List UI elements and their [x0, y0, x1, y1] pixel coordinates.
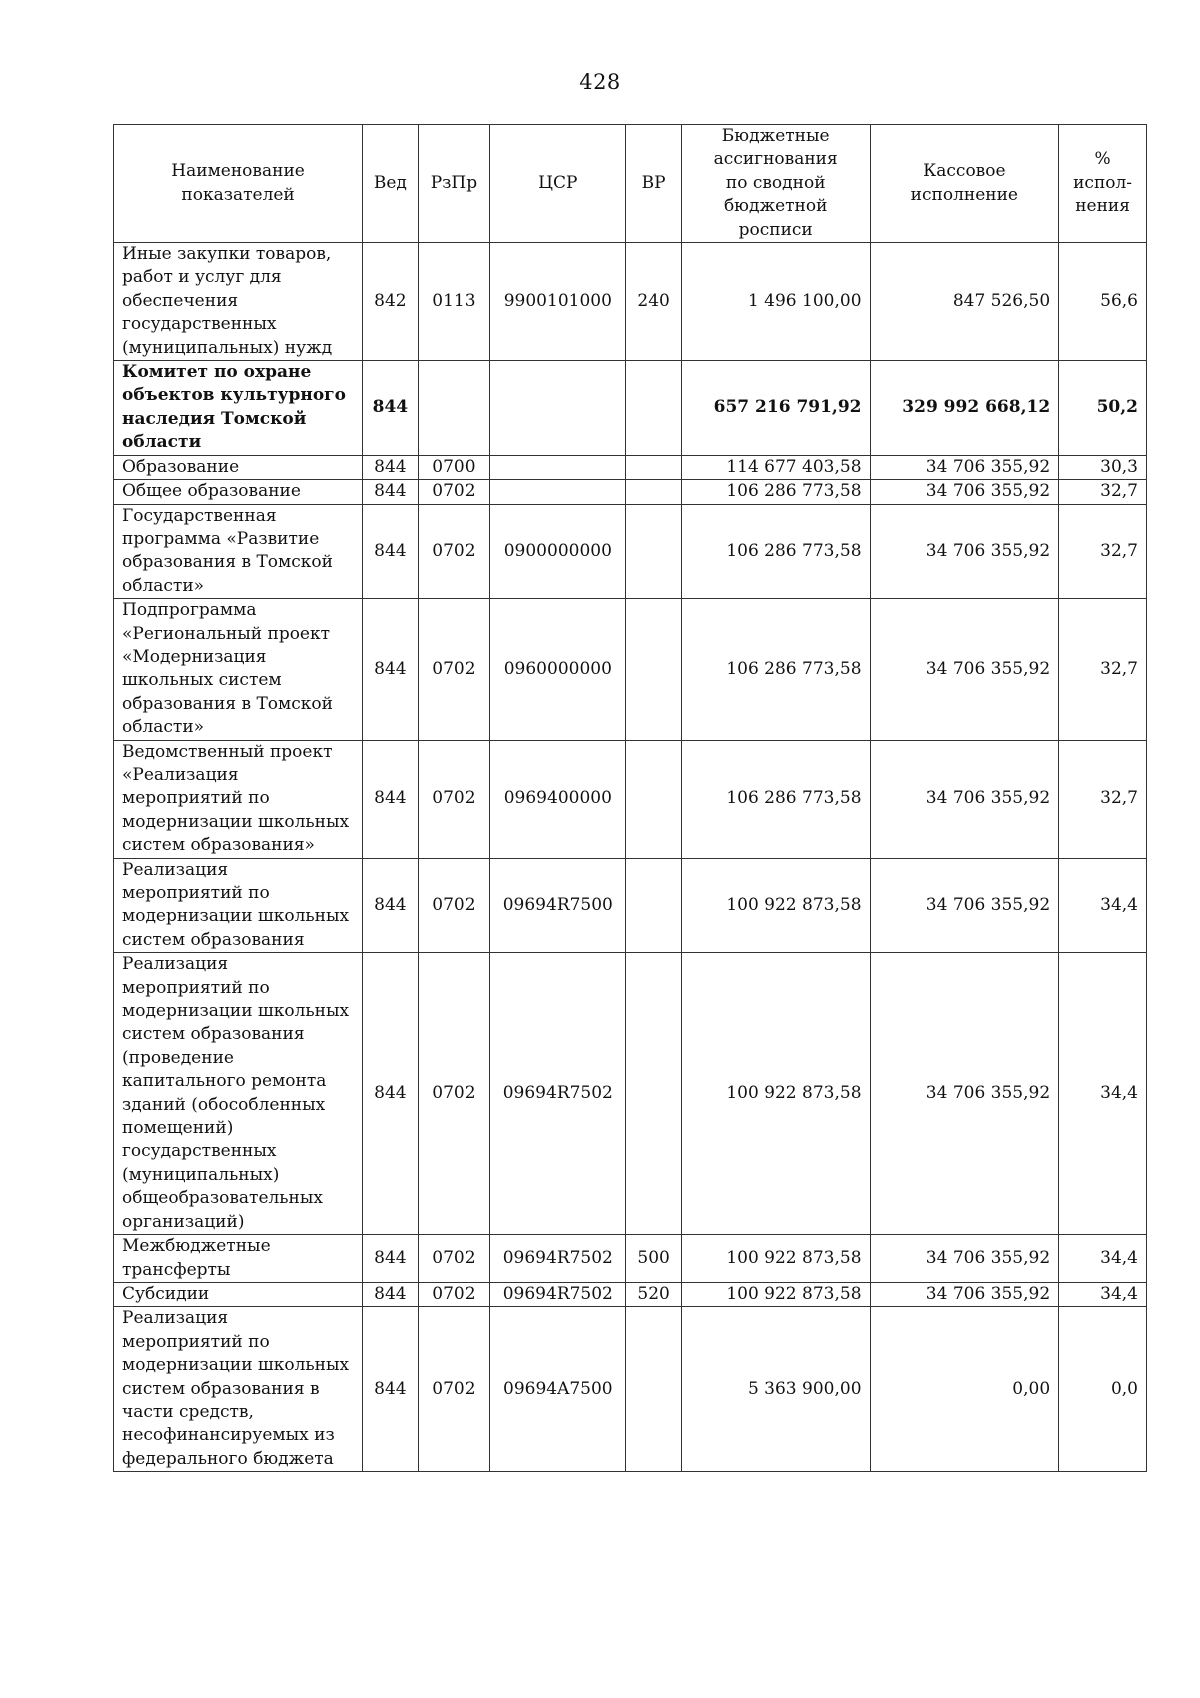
cell-rzpr: 0702: [418, 1282, 490, 1306]
table-row: [114, 953, 1147, 1235]
cell-rzpr: 0113: [418, 243, 490, 361]
cell-name: Реализация мероприятий по модернизации школьных систем образования: [114, 858, 363, 953]
table-row: [114, 1307, 1147, 1472]
cell-csr: [490, 361, 626, 456]
cell-name: Образование: [114, 455, 363, 479]
cell-percent: 30,3: [1059, 455, 1147, 479]
cell-ved: 844: [363, 1307, 418, 1472]
table-row: [114, 361, 1147, 456]
cell-csr: 0900000000: [490, 504, 626, 599]
cell-ved: 844: [363, 953, 418, 1235]
cell-budget: 1 496 100,00: [681, 243, 870, 361]
cell-ved: 844: [363, 361, 418, 456]
cell-cash: 329 992 668,12: [870, 361, 1059, 456]
cell-ved: 844: [363, 1282, 418, 1306]
cell-name: Межбюджетные трансферты: [114, 1235, 363, 1283]
cell-name: Иные закупки товаров, работ и услуг для обеспечения государственных (муниципальных) нужд: [114, 243, 363, 361]
cell-percent: 34,4: [1059, 858, 1147, 953]
cell-vr: [626, 361, 681, 456]
cell-percent: 0,0: [1059, 1307, 1147, 1472]
cell-csr: [490, 455, 626, 479]
cell-cash: 34 706 355,92: [870, 953, 1059, 1235]
cell-ved: 844: [363, 740, 418, 858]
cell-budget: 106 286 773,58: [681, 740, 870, 858]
cell-rzpr: [418, 361, 490, 456]
cell-cash: 847 526,50: [870, 243, 1059, 361]
cell-csr: 0969400000: [490, 740, 626, 858]
header-percent: % испол-нения: [1059, 125, 1147, 243]
cell-vr: 520: [626, 1282, 681, 1306]
cell-cash: 34 706 355,92: [870, 455, 1059, 479]
cell-rzpr: 0702: [418, 1235, 490, 1283]
cell-rzpr: 0700: [418, 455, 490, 479]
cell-percent: 56,6: [1059, 243, 1147, 361]
cell-budget: 100 922 873,58: [681, 953, 870, 1235]
cell-percent: 32,7: [1059, 740, 1147, 858]
cell-vr: [626, 455, 681, 479]
cell-name: Государственная программа «Развитие образования в Томской области»: [114, 504, 363, 599]
cell-vr: [626, 480, 681, 504]
header-name: Наименование показателей: [114, 125, 363, 243]
page-number: 428: [579, 70, 621, 94]
table-row: [114, 455, 1147, 479]
cell-cash: 34 706 355,92: [870, 504, 1059, 599]
cell-percent: 34,4: [1059, 1282, 1147, 1306]
cell-csr: 09694R7502: [490, 953, 626, 1235]
cell-percent: 34,4: [1059, 953, 1147, 1235]
cell-vr: [626, 858, 681, 953]
cell-cash: 34 706 355,92: [870, 1282, 1059, 1306]
cell-rzpr: 0702: [418, 858, 490, 953]
cell-csr: [490, 480, 626, 504]
cell-name: Реализация мероприятий по модернизации школьных систем образования (проведение капитального ремонта зданий (обособленных помещений) государственных (муниципальных) общеобразовательных организаций): [114, 953, 363, 1235]
cell-name: Подпрограмма «Региональный проект «Модернизация школьных систем образования в Томской области»: [114, 599, 363, 740]
cell-ved: 844: [363, 504, 418, 599]
header-budget: Бюджетные ассигнования по сводной бюджетной росписи: [681, 125, 870, 243]
cell-cash: 0,00: [870, 1307, 1059, 1472]
cell-cash: 34 706 355,92: [870, 740, 1059, 858]
cell-ved: 844: [363, 858, 418, 953]
cell-rzpr: 0702: [418, 1307, 490, 1472]
cell-vr: [626, 953, 681, 1235]
cell-vr: [626, 504, 681, 599]
cell-budget: 5 363 900,00: [681, 1307, 870, 1472]
cell-csr: 09694R7502: [490, 1235, 626, 1283]
cell-vr: 500: [626, 1235, 681, 1283]
cell-budget: 114 677 403,58: [681, 455, 870, 479]
cell-budget: 106 286 773,58: [681, 480, 870, 504]
cell-vr: [626, 740, 681, 858]
cell-rzpr: 0702: [418, 504, 490, 599]
header-cash: Кассовое исполнение: [870, 125, 1059, 243]
header-csr: ЦСР: [490, 125, 626, 243]
table-row: [114, 1282, 1147, 1306]
header-ved: Вед: [363, 125, 418, 243]
cell-rzpr: 0702: [418, 599, 490, 740]
cell-csr: 0960000000: [490, 599, 626, 740]
cell-name: Субсидии: [114, 1282, 363, 1306]
cell-percent: 32,7: [1059, 504, 1147, 599]
cell-cash: 34 706 355,92: [870, 480, 1059, 504]
table-row: [114, 480, 1147, 504]
cell-csr: 09694A7500: [490, 1307, 626, 1472]
table-row: [114, 858, 1147, 953]
cell-rzpr: 0702: [418, 953, 490, 1235]
cell-vr: 240: [626, 243, 681, 361]
table-row: [114, 1235, 1147, 1283]
cell-name: Реализация мероприятий по модернизации школьных систем образования в части средств, несофинансируемых из федерального бюджета: [114, 1307, 363, 1472]
header-rzpr: РзПр: [418, 125, 490, 243]
cell-budget: 106 286 773,58: [681, 599, 870, 740]
cell-budget: 657 216 791,92: [681, 361, 870, 456]
cell-percent: 32,7: [1059, 480, 1147, 504]
cell-csr: 09694R7500: [490, 858, 626, 953]
cell-ved: 844: [363, 599, 418, 740]
table-row: [114, 504, 1147, 599]
cell-cash: 34 706 355,92: [870, 858, 1059, 953]
cell-percent: 50,2: [1059, 361, 1147, 456]
budget-table: [113, 124, 1147, 1472]
cell-rzpr: 0702: [418, 480, 490, 504]
cell-name: Общее образование: [114, 480, 363, 504]
cell-cash: 34 706 355,92: [870, 599, 1059, 740]
cell-budget: 100 922 873,58: [681, 1235, 870, 1283]
cell-vr: [626, 599, 681, 740]
cell-budget: 100 922 873,58: [681, 1282, 870, 1306]
table-row: [114, 740, 1147, 858]
cell-ved: 844: [363, 1235, 418, 1283]
cell-percent: 34,4: [1059, 1235, 1147, 1283]
cell-ved: 844: [363, 480, 418, 504]
cell-budget: 106 286 773,58: [681, 504, 870, 599]
cell-name: Ведомственный проект «Реализация мероприятий по модернизации школьных систем образования»: [114, 740, 363, 858]
cell-ved: 842: [363, 243, 418, 361]
cell-rzpr: 0702: [418, 740, 490, 858]
header-row: [114, 125, 1147, 243]
cell-cash: 34 706 355,92: [870, 1235, 1059, 1283]
cell-vr: [626, 1307, 681, 1472]
cell-csr: 09694R7502: [490, 1282, 626, 1306]
table-row: [114, 599, 1147, 740]
cell-name: Комитет по охране объектов культурного наследия Томской области: [114, 361, 363, 456]
cell-ved: 844: [363, 455, 418, 479]
cell-percent: 32,7: [1059, 599, 1147, 740]
cell-budget: 100 922 873,58: [681, 858, 870, 953]
table-row: [114, 243, 1147, 361]
cell-csr: 9900101000: [490, 243, 626, 361]
header-vr: ВР: [626, 125, 681, 243]
